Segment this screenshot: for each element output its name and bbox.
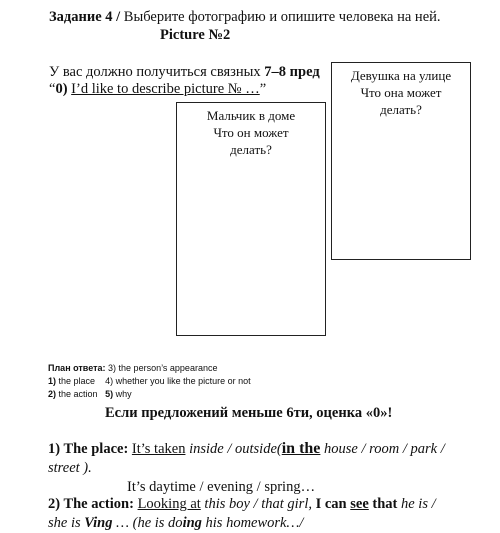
- section-2-label: 2) The action:: [48, 496, 134, 512]
- section-2-text-b: he is /: [401, 496, 436, 512]
- plan-item-3: 3) the person’s appearance: [108, 363, 218, 373]
- intro-line-2: [49, 80, 266, 98]
- plan-item-2: the action: [58, 389, 98, 399]
- section-1-phrase: It’s taken: [131, 441, 186, 457]
- plan-item-5-num: 5): [105, 389, 114, 399]
- plan-line-2: [48, 376, 251, 387]
- plan-line-1: [48, 363, 217, 374]
- plan-item-5: why: [115, 389, 132, 399]
- quote-open: “: [49, 81, 56, 97]
- section-1-label: 1) The place:: [48, 441, 129, 457]
- section-2-ving: Ving: [84, 515, 113, 531]
- intro-text: У вас должно получиться связных: [49, 64, 265, 80]
- section-1-line-2: street ).: [48, 460, 92, 476]
- box-boy-line-2: Что он может: [213, 125, 289, 140]
- intro-line-1: [49, 63, 331, 81]
- section-2-phrase: Looking at: [137, 496, 201, 512]
- section-1-options-b: house / room / park /: [324, 441, 445, 457]
- plan-item-1: the place: [58, 376, 96, 386]
- intro-count: 7–8 пред: [264, 64, 320, 80]
- section-2-line-1: [48, 495, 436, 513]
- section-2-text-c: … (he is do: [116, 515, 183, 531]
- section-1-line-3: It’s daytime / evening / spring…: [127, 479, 316, 495]
- plan-item-1-num: 1): [48, 376, 57, 386]
- task-heading: [49, 8, 441, 26]
- picture-title: Picture №2: [160, 27, 231, 43]
- box-boy-at-home: [176, 102, 326, 336]
- section-2-see: see: [350, 496, 369, 512]
- plan-title: План ответа:: [48, 363, 106, 373]
- box-girl-outside: [331, 62, 471, 260]
- intro-phrase: I’d like to describe picture № …: [71, 81, 260, 97]
- section-1-options-a: inside / outside(: [189, 441, 282, 457]
- section-1-highlight: in the: [281, 440, 321, 457]
- intro-number: 0): [55, 81, 68, 97]
- task-number: Задание 4 /: [49, 9, 121, 25]
- section-2-she-is: she is: [48, 515, 81, 531]
- section-2-text-d: his homework…/: [205, 515, 304, 531]
- box-girl-line-3: делать?: [380, 102, 422, 117]
- warning-text: Если предложений меньше 6ти, оценка «0»!: [105, 405, 393, 421]
- box-boy-line-3: делать?: [230, 142, 272, 157]
- box-girl-line-2: Что она может: [360, 85, 442, 100]
- box-boy-line-1: Мальчик в доме: [206, 108, 296, 123]
- section-1-line-1: [48, 440, 445, 458]
- section-2-text-a: this boy / that girl,: [204, 496, 312, 512]
- quote-close: ”: [259, 81, 267, 97]
- plan-item-2-num: 2): [48, 389, 57, 399]
- plan-line-3: [48, 389, 132, 400]
- box-girl-line-1: Девушка на улице: [350, 68, 452, 83]
- section-2-can: I can: [315, 496, 347, 512]
- task-instruction: Выберите фотографию и опишите человека на ней.: [120, 9, 441, 25]
- plan-item-4: 4) whether you like the picture or not: [105, 376, 251, 386]
- section-2-that: that: [372, 496, 398, 512]
- section-2-line-2: [48, 514, 303, 532]
- section-2-ing: ing: [182, 515, 202, 531]
